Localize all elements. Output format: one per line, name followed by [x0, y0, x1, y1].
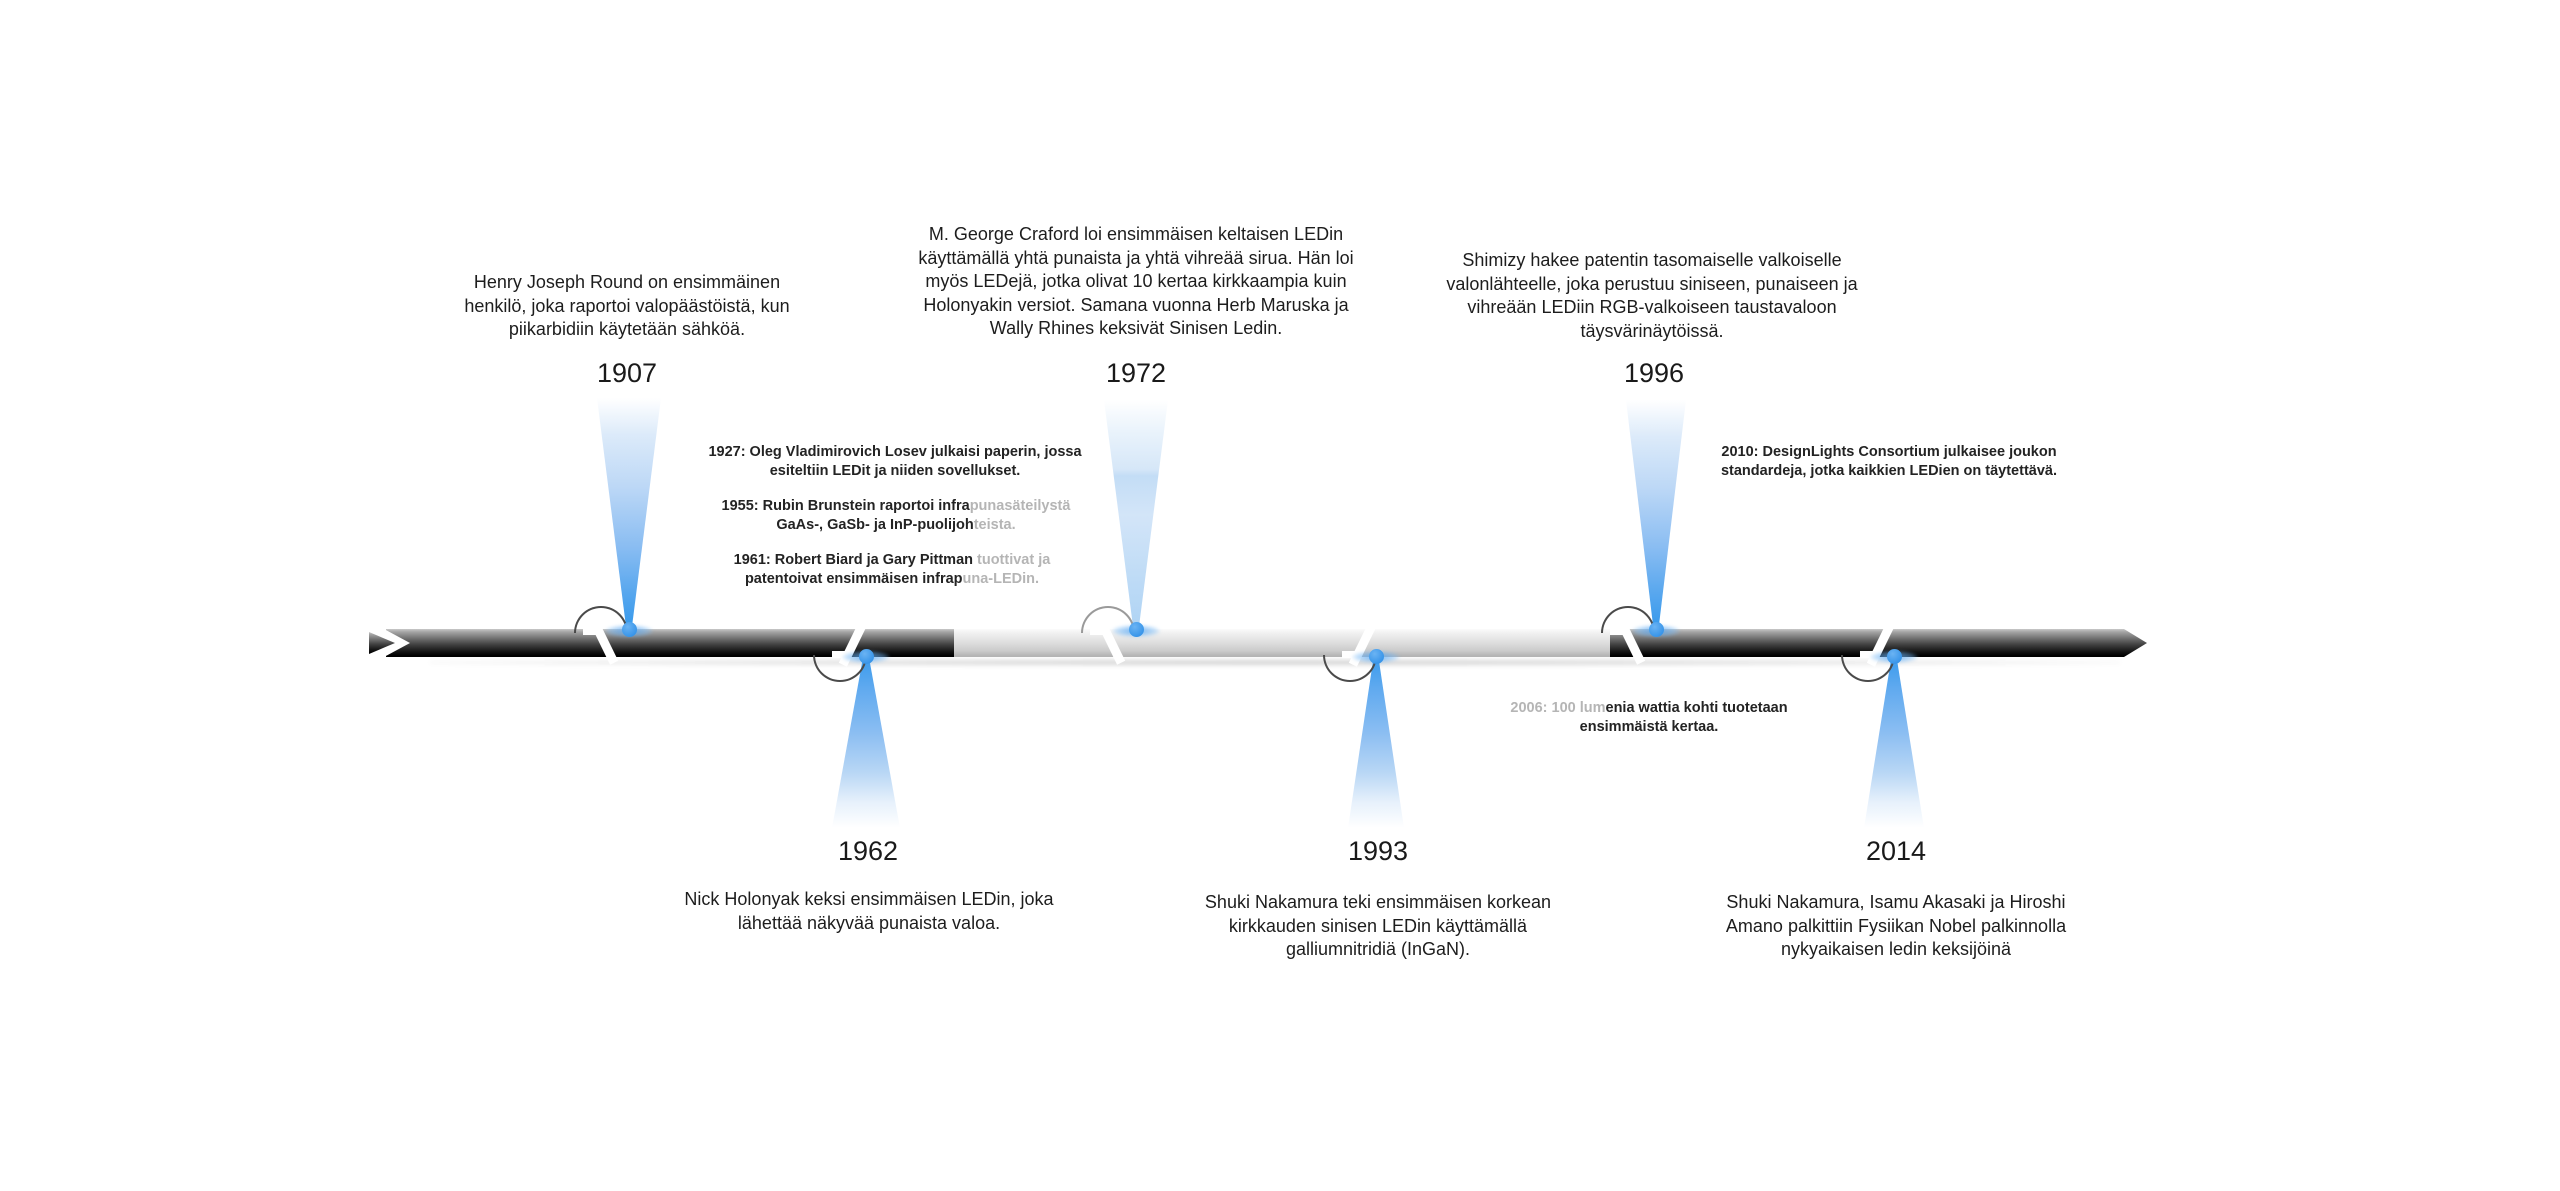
- annotation-text-segment: 2006: 100 lum: [1510, 700, 1606, 716]
- event-description-line: valonlähteelle, joka perustuu siniseen, punaiseen ja: [1446, 273, 1858, 294]
- year-label: 1907: [596, 358, 658, 388]
- annotation-text-segment: standardeja, jotka kaikkien LEDien on täytettävä.: [1720, 463, 2058, 479]
- event-description-line: Holonyakin versiot. Samana vuonna Herb Maruska ja: [923, 294, 1349, 315]
- annotation-line: [685, 443, 1105, 462]
- year-annotation: [1439, 699, 1859, 737]
- annotation-text-segment: GaAs-, GaSb- ja InP-puolijoh: [776, 517, 974, 533]
- year-label: 2014: [1865, 836, 1927, 866]
- event-description-line: galliumnitridiä (InGaN).: [1285, 939, 1471, 959]
- annotation-text-segment: 2010: DesignLights Consortium julkaisee joukon: [1721, 444, 2057, 460]
- year-label: 1996: [1623, 358, 1685, 388]
- event-description-line: täysvärinäytöissä.: [1580, 320, 1724, 341]
- event-description-line: Wally Rhines keksivät Sinisen Ledin.: [989, 318, 1283, 338]
- annotation-line: [1679, 462, 2099, 481]
- annotation-text-segment: patentoivat ensimmäisen infrap: [744, 571, 963, 587]
- annotation-line: [682, 551, 1102, 570]
- annotation-text-segment: esiteltiin LEDit ja niiden sovellukset.: [769, 463, 1021, 479]
- event-description-line: nykyaikaisen ledin keksijöinä: [1780, 939, 2012, 959]
- event-description-line: lähettää näkyvää punaista valoa.: [737, 912, 1001, 933]
- annotation-line: [1679, 443, 2099, 462]
- annotation-text-segment: 1927: Oleg Vladimirovich Losev julkaisi paperin, jossa: [708, 444, 1082, 460]
- year-annotation: [686, 497, 1106, 535]
- event-description-line: Shuki Nakamura teki ensimmäisen korkean: [1204, 892, 1552, 912]
- event-description-line: M. George Craford loi ensimmäisen keltaisen LEDin: [928, 224, 1344, 244]
- event-description-line: Shimizy hakee patentin tasomaiselle valkoiselle: [1462, 250, 1842, 270]
- year-label: 1993: [1347, 836, 1409, 866]
- year-annotation: [685, 443, 1105, 481]
- event-description-line: Nick Holonyak keksi ensimmäisen LEDin, joka: [684, 889, 1054, 909]
- annotation-line: [685, 462, 1105, 481]
- event-description-line: Amano palkittiin Fysiikan Nobel palkinnolla: [1725, 915, 2067, 936]
- annotation-text-segment: teista.: [973, 517, 1016, 533]
- annotation-text-segment: 1961: Robert Biard ja Gary Pittman: [733, 552, 973, 568]
- annotation-text-segment: enia wattia kohti tuotetaan: [1605, 700, 1788, 716]
- event-description-line: Henry Joseph Round on ensimmäinen: [473, 272, 781, 292]
- annotation-line: [686, 516, 1106, 535]
- annotation-text-segment: ensimmäistä kertaa.: [1579, 719, 1719, 735]
- event-description-line: henkilö, joka raportoi valopäästöistä, kun: [464, 295, 790, 316]
- event-description-line: vihreään LEDiin RGB-valkoiseen taustavaloon: [1467, 297, 1837, 317]
- annotation-line: [1439, 699, 1859, 718]
- year-annotation: [1679, 443, 2099, 481]
- annotation-line: [1439, 718, 1859, 737]
- event-description-line: käyttämällä yhtä punaista ja yhtä vihreää sirua. Hän loi: [918, 247, 1354, 268]
- year-label: 1962: [837, 836, 899, 866]
- event-description-line: kirkkauden sinisen LEDin käyttämällä: [1228, 915, 1528, 936]
- event-description-line: piikarbidiin käytetään sähköä.: [508, 319, 746, 339]
- annotation-text-segment: 1955: Rubin Brunstein raportoi infra: [721, 498, 970, 514]
- year-annotation: [682, 551, 1102, 589]
- year-label: 1972: [1105, 358, 1167, 388]
- annotation-text-segment: punasäteilystä: [969, 498, 1071, 514]
- event-description-line: myös LEDejä, jotka olivat 10 kertaa kirkkaampia kuin: [925, 271, 1347, 291]
- event-description-line: Shuki Nakamura, Isamu Akasaki ja Hiroshi: [1726, 892, 2066, 912]
- annotation-text-segment: una-LEDin.: [962, 571, 1040, 587]
- annotation-text-segment: tuottivat ja: [972, 552, 1051, 568]
- annotation-line: [686, 497, 1106, 516]
- annotation-line: [682, 570, 1102, 589]
